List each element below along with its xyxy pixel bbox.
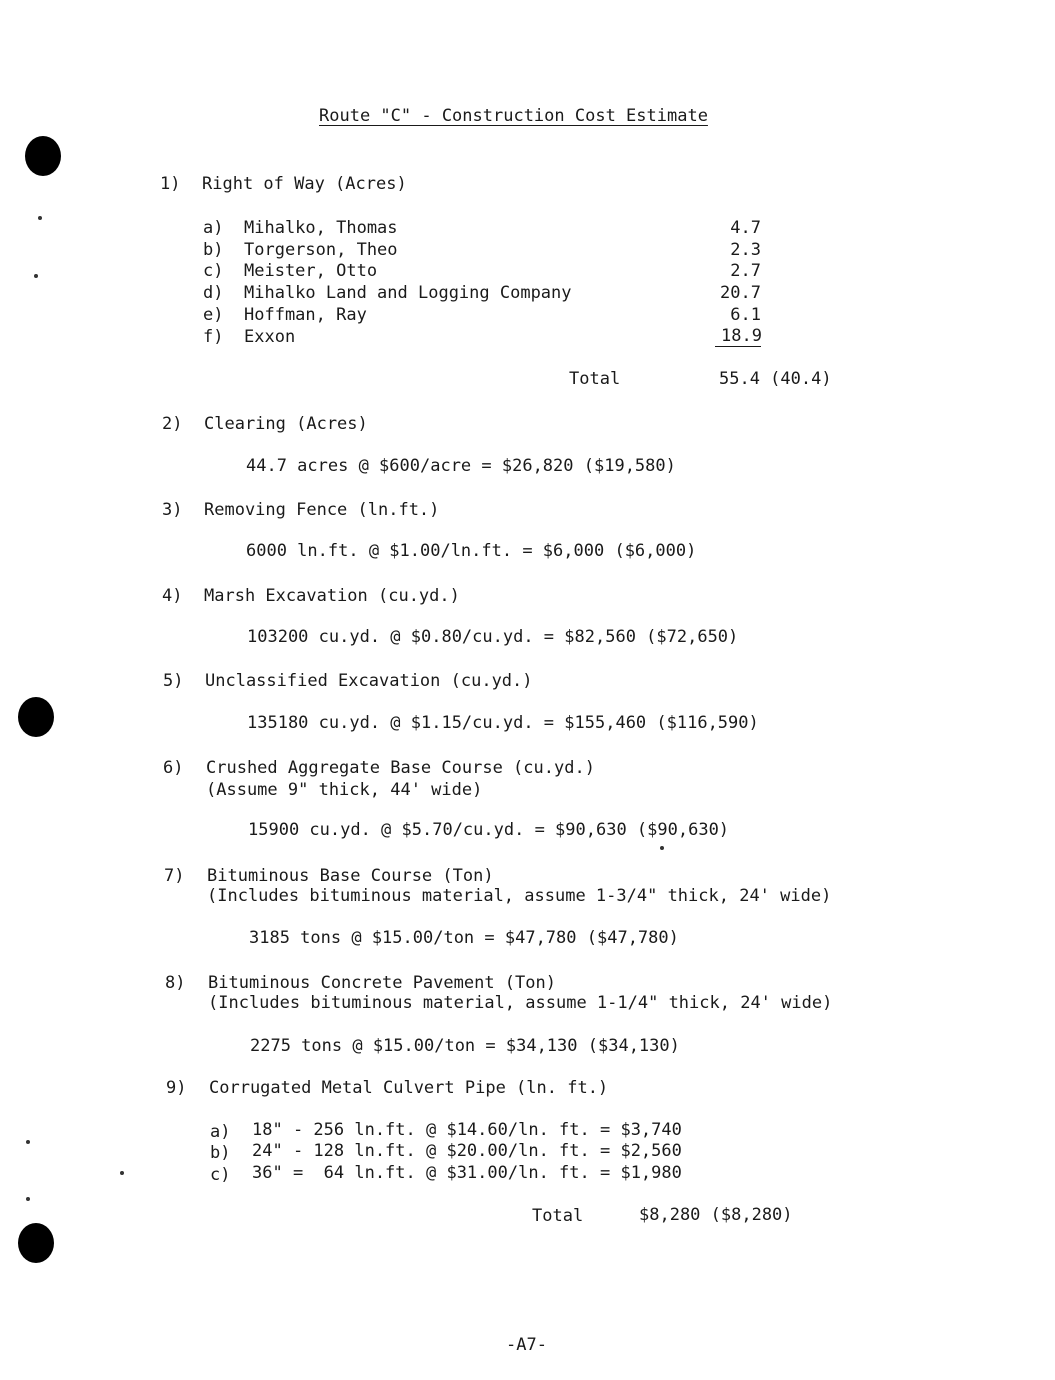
section-note: (Assume 9" thick, 44' wide) (206, 780, 483, 800)
section-heading: Crushed Aggregate Base Course (cu.yd.) (206, 758, 595, 778)
item-value: 6.1 (730, 305, 761, 325)
item-value: 4.7 (730, 218, 761, 238)
punch-hole-top (25, 136, 61, 176)
section-heading: Clearing (Acres) (204, 414, 368, 434)
page-number: -A7- (506, 1335, 547, 1355)
item-letter: a) (210, 1122, 231, 1142)
item-name: Exxon (244, 327, 296, 347)
item-text: 36" = 64 ln.ft. @ $31.00/ln. ft. = $1,980 (252, 1163, 682, 1183)
item-value: 2.3 (730, 240, 761, 260)
speck (34, 274, 38, 278)
total-value: $8,280 ($8,280) (639, 1205, 793, 1225)
speck (26, 1140, 30, 1144)
section-number: 6) (163, 758, 184, 778)
item-letter: b) (210, 1143, 231, 1163)
section-number: 9) (166, 1078, 187, 1098)
item-name: Hoffman, Ray (244, 305, 367, 325)
item-letter: e) (203, 305, 224, 325)
section-heading: Corrugated Metal Culvert Pipe (ln. ft.) (209, 1078, 609, 1098)
item-name: Meister, Otto (244, 261, 378, 281)
calc-line: 15900 cu.yd. @ $5.70/cu.yd. = $90,630 ($90,630) (248, 820, 730, 840)
speck (26, 1197, 30, 1201)
item-name: Torgerson, Theo (244, 240, 398, 260)
section-number: 3) (162, 500, 183, 520)
item-letter: d) (203, 283, 224, 303)
section-note: (Includes bituminous material, assume 1-1/4" thick, 24' wide) (208, 993, 833, 1013)
punch-hole-bottom (18, 1223, 54, 1263)
calc-line: 3185 tons @ $15.00/ton = $47,780 ($47,780) (249, 928, 679, 948)
section-note: (Includes bituminous material, assume 1-3/4" thick, 24' wide) (207, 886, 832, 906)
section-number: 5) (163, 671, 184, 691)
section-number: 8) (165, 973, 186, 993)
item-letter: c) (203, 261, 224, 281)
page-title: Route "C" - Construction Cost Estimate (319, 106, 708, 126)
section-heading: Removing Fence (ln.ft.) (204, 500, 440, 520)
item-value: 20.7 (720, 283, 761, 303)
item-text: 24" - 128 ln.ft. @ $20.00/ln. ft. = $2,560 (252, 1141, 682, 1161)
section-heading: Bituminous Base Course (Ton) (207, 866, 494, 886)
section-number: 2) (162, 414, 183, 434)
section-heading: Unclassified Excavation (cu.yd.) (205, 671, 533, 691)
item-letter: f) (203, 327, 224, 347)
speck (120, 1171, 124, 1175)
total-value: 55.4 (40.4) (719, 369, 832, 389)
total-label: Total (569, 369, 621, 389)
section-number: 7) (164, 866, 185, 886)
item-name: Mihalko, Thomas (244, 218, 398, 238)
section-number: 1) (160, 174, 181, 194)
item-letter: c) (210, 1165, 231, 1185)
item-letter: a) (203, 218, 224, 238)
section-heading: Right of Way (Acres) (202, 174, 407, 194)
total-label: Total (532, 1206, 584, 1226)
item-text: 18" - 256 ln.ft. @ $14.60/ln. ft. = $3,740 (252, 1120, 682, 1140)
section-number: 4) (162, 586, 183, 606)
punch-hole-middle (18, 697, 54, 737)
calc-line: 44.7 acres @ $600/acre = $26,820 ($19,580) (246, 456, 676, 476)
calc-line: 135180 cu.yd. @ $1.15/cu.yd. = $155,460 ($116,590) (247, 713, 759, 733)
item-letter: b) (203, 240, 224, 260)
item-value: 2.7 (730, 261, 761, 281)
section-heading: Marsh Excavation (cu.yd.) (204, 586, 460, 606)
calc-line: 2275 tons @ $15.00/ton = $34,130 ($34,130) (250, 1036, 680, 1056)
item-value-underlined: 18.9 (715, 326, 761, 347)
section-heading: Bituminous Concrete Pavement (Ton) (208, 973, 556, 993)
speck (38, 216, 42, 220)
calc-line: 103200 cu.yd. @ $0.80/cu.yd. = $82,560 ($72,650) (247, 627, 739, 647)
item-name: Mihalko Land and Logging Company (244, 283, 572, 303)
speck (660, 846, 664, 850)
calc-line: 6000 ln.ft. @ $1.00/ln.ft. = $6,000 ($6,000) (246, 541, 697, 561)
